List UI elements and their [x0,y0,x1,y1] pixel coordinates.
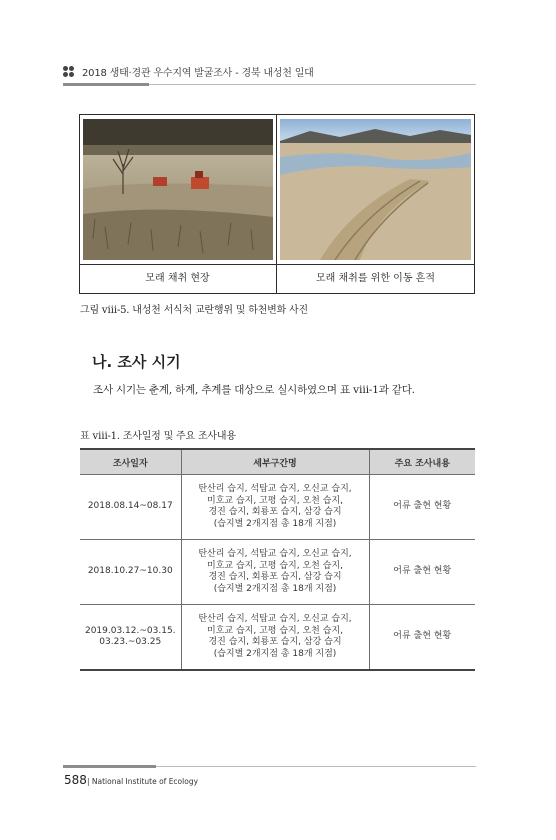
table-row [80,540,475,605]
site-line: 미호교 습지, 고평 습지, 오천 습지, [207,495,343,506]
survey-date: 2018.08.14~08.17 [87,501,173,512]
body-paragraph: 조사 시기는 춘계, 하계, 추계를 대상으로 실시하였으며 표 ⅷ-1과 같다. [93,384,415,396]
survey-date: 03.23.~03.25 [99,637,162,647]
site-line: 탄산리 습지, 석탑교 습지, 오신교 습지, [198,549,352,559]
survey-content-cell: 어류 출현 현황 [369,605,475,671]
survey-date: 2019.03.12.~03.15. [84,625,176,636]
table-row [80,475,475,540]
survey-date-cell [80,540,181,605]
table-caption: 표 ⅷ-1. 조사일정 및 주요 조사내용 [80,431,236,442]
footer-rule-accent [63,765,156,768]
running-header [63,64,483,80]
site-list-cell [181,475,369,540]
column-header-content: 주요 조사내용 [369,449,475,475]
figure-caption: 그림 ⅷ-5. 내성천 서식처 교란행위 및 하천변화 사진 [80,305,308,316]
site-note: (습지별 2개지점 총 18개 지점) [213,518,337,529]
site-note: (습지별 2개지점 총 18개 지점) [213,648,337,659]
column-header-date: 조사일자 [80,449,181,475]
site-list-cell [181,540,369,605]
survey-content-cell: 어류 출현 현황 [369,475,475,540]
header-rule [149,84,476,85]
photo-caption-left: 모래 채취 현장 [145,273,210,284]
site-line: 탄산리 습지, 석탑교 습지, 오신교 습지, [198,484,352,494]
site-line: 탄산리 습지, 석탑교 습지, 오신교 습지, [198,614,352,624]
survey-schedule-table [80,448,475,671]
page-number: 588 [64,773,87,787]
site-line: 경진 습지, 회룡포 습지, 삼강 습지 [208,507,342,517]
site-list-cell [181,605,369,671]
photo-sand-extraction-site [83,119,273,260]
survey-date-cell [80,475,181,540]
survey-date: 2018.10.27~10.30 [87,566,173,577]
photo-caption-right: 모래 채취를 위한 이동 흔적 [316,273,435,284]
column-header-sites: 세부구간명 [181,449,369,475]
site-note: (습지별 2개지점 총 18개 지점) [213,583,337,594]
table-header-row [80,449,475,475]
site-line: 경진 습지, 회룡포 습지, 삼강 습지 [208,572,342,582]
survey-content-cell: 어류 출현 현황 [369,540,475,605]
site-line: 미호교 습지, 고평 습지, 오천 습지, [207,560,343,571]
footer-rule [156,766,476,767]
table-row [80,605,475,671]
header-rule-accent [63,83,149,86]
header-title: 2018 생태·경관 우수지역 발굴조사 - 경북 내성천 일대 [82,68,314,79]
footer-publisher: | National Institute of Ecology [87,777,199,786]
section-heading: 나. 조사 시기 [92,353,181,371]
header-dots-icon [63,66,77,78]
site-line: 미호교 습지, 고평 습지, 오천 습지, [207,625,343,636]
site-line: 경진 습지, 회룡포 습지, 삼강 습지 [208,637,342,647]
survey-date-cell [80,605,181,671]
photo-vehicle-tracks [280,119,471,260]
